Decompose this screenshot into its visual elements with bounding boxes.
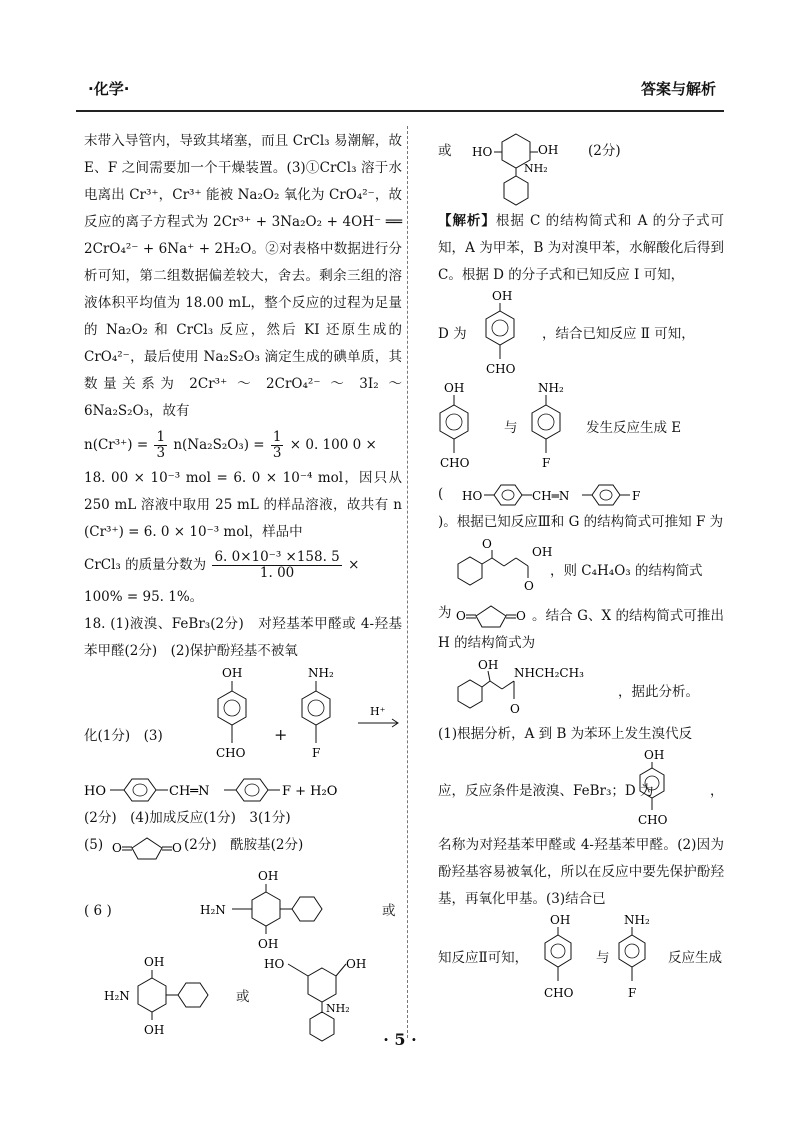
- paragraph-percent: 100% = 95. 1%。: [84, 589, 204, 605]
- structure-h: [444, 657, 604, 719]
- q18-part4: (5): [84, 837, 104, 853]
- r9-comma: ，: [710, 783, 724, 799]
- structure-succinic-anhydride: [112, 832, 182, 862]
- structure-f: [444, 536, 564, 598]
- structure-hydroxybenzaldehyde: [210, 665, 260, 773]
- analysis-paragraph-3: 。结合 G、X 的结构简式可推出 H 的结构简式为: [438, 608, 724, 651]
- structure-fluoroaniline-3: [616, 913, 662, 1009]
- label-o-left: O: [112, 841, 122, 855]
- header-subject: ·化学·: [88, 80, 130, 98]
- paren-open: (: [438, 486, 444, 502]
- fraction-one-third-2: [271, 430, 284, 461]
- eq2-text-b: ×: [348, 557, 360, 573]
- anhydride-line: [438, 600, 724, 630]
- label-oh: OH: [644, 748, 665, 762]
- q18-or-2: 或: [236, 989, 250, 1005]
- analysis-text-1: 根据 C 的结构简式和 A 的分子式可知，A 为甲苯，B 为对溴甲苯，水解酸化后得到 C。根据 D 的分子式和已知反应 Ⅰ 可知，: [438, 213, 725, 283]
- frac-den: 3: [156, 445, 166, 461]
- label-o: O: [482, 537, 492, 551]
- frac-num: 1: [156, 429, 166, 445]
- equation-mass-fraction: [84, 546, 402, 584]
- q18-part4b: (2分) 酰胺基(2分): [184, 837, 304, 853]
- r11-text-c: 反应生成: [668, 950, 722, 966]
- structure-6-d: [472, 128, 592, 208]
- label-nhch2ch3: NHCH₂CH₃: [514, 666, 584, 680]
- label-h2n: H₂N: [200, 903, 226, 917]
- label-f: F: [628, 986, 637, 1000]
- structure-d-4: [538, 913, 590, 1009]
- structure-d: [478, 289, 534, 381]
- fraction-one-third: [154, 430, 167, 461]
- analysis-paragraph-1: [438, 208, 724, 289]
- r5-text: ，则 C₄H₄O₃ 的结构简式: [550, 563, 703, 579]
- label-cho: CHO: [216, 746, 246, 760]
- label-ho: HO: [84, 784, 106, 799]
- structure-d-2: [438, 381, 494, 477]
- reaction-arrow: [356, 705, 402, 733]
- label-ch-n: CH═N: [169, 784, 210, 799]
- reaction-e-line: [438, 381, 724, 481]
- structure-d-3: [632, 748, 684, 832]
- r9-text: 应，反应条件是液溴、FeBr₃；D 为: [438, 783, 654, 799]
- analysis-label: 【解析】: [438, 213, 496, 229]
- label-ch-n: CH═N: [532, 489, 570, 503]
- eq-text-a: n(Cr³⁺) =: [84, 437, 149, 453]
- analysis-paragraph-4: (1)根据分析，A 到 B 为苯环上发生溴代反: [438, 726, 693, 742]
- label-oh: OH: [550, 913, 571, 927]
- label-cho: CHO: [638, 813, 668, 827]
- left-column: [84, 128, 402, 1044]
- label-oh: OH: [258, 869, 279, 883]
- label-oh: OH: [346, 957, 367, 971]
- label-ho: HO: [472, 145, 493, 159]
- r7-text: ，据此分析。: [618, 684, 699, 700]
- r0-or: 或: [438, 143, 452, 159]
- frac-den: 3: [272, 445, 282, 461]
- answer-6: [84, 868, 402, 954]
- label-nh2: NH₂: [326, 1002, 350, 1015]
- eq-text-c: × 0. 100 0 ×: [289, 437, 377, 453]
- reaction-3: [84, 665, 402, 775]
- structure-6-a: [200, 868, 330, 952]
- d-structure-line: [438, 289, 724, 381]
- label-o-right: O: [172, 841, 182, 855]
- h-structure-line: [438, 657, 724, 721]
- label-cho: CHO: [486, 362, 516, 376]
- right-column: [438, 128, 724, 1009]
- answer-6-last: [438, 128, 724, 208]
- structure-schiff-base-product: [84, 775, 402, 805]
- page-number: · 5 ·: [383, 1030, 417, 1049]
- label-o: O: [510, 702, 520, 716]
- r6-label: 为: [438, 605, 452, 621]
- label-oh: OH: [492, 289, 513, 303]
- label-oh: OH: [478, 658, 499, 672]
- header-rule: [76, 110, 724, 112]
- structure-fluoroaniline-2: [528, 381, 578, 477]
- analysis-paragraph-2: )。根据已知反应Ⅲ和 G 的结构简式可推知 F 为: [438, 514, 724, 530]
- label-oh: OH: [532, 545, 553, 559]
- label-f: F: [542, 456, 551, 470]
- label-ho: HO: [264, 957, 285, 971]
- q18-part2: 化(1分) (3): [84, 728, 163, 744]
- label-o-left: O: [456, 609, 466, 623]
- label-oh: OH: [444, 381, 465, 395]
- frac-num: 1: [272, 429, 282, 445]
- d-label: D 为: [438, 326, 467, 342]
- paragraph-moles-result: 18. 00 × 10⁻³ mol = 6. 0 × 10⁻⁴ mol，因只从 250 mL 溶液中取用 25 mL 的样品溶液，故共有 n (Cr³⁺) = 6. 0 × 10⁻³ mol，样品中: [84, 470, 402, 540]
- label-nh2: NH₂: [524, 162, 548, 175]
- label-f: F: [632, 489, 641, 503]
- r11-text-a: 知反应Ⅱ可知，: [438, 950, 529, 966]
- label-nh2: NH₂: [538, 381, 564, 395]
- label-nh2: NH₂: [308, 666, 334, 680]
- q18-part5: ( 6 ): [84, 903, 112, 919]
- e-structure-line: [438, 481, 724, 509]
- answer-5: [84, 832, 402, 862]
- label-h2n: H₂N: [104, 989, 130, 1003]
- label-cho: CHO: [544, 986, 574, 1000]
- q18-part1: 18. (1)液溴、FeBr₃(2分) 对羟基苯甲醛或 4-羟基苯甲醛(2分) (2)保护酚羟基不被氧: [84, 616, 402, 659]
- r0-score: (2分): [588, 143, 621, 159]
- structure-succinic-anhydride-2: [456, 600, 528, 630]
- final-reaction-line: [438, 913, 724, 1009]
- label-o-right: O: [516, 609, 526, 623]
- label-ho: HO: [462, 489, 483, 503]
- structure-e: [462, 481, 672, 509]
- q18-part3: (2分) (4)加成反应(1分) 3(1分): [84, 810, 291, 826]
- label-oh: OH: [222, 666, 243, 680]
- header-section-title: 答案与解析: [640, 80, 716, 98]
- label-f-plus-water: F + H₂O: [282, 784, 338, 799]
- q18-or: 或: [382, 903, 396, 919]
- frac-num: 6. 0×10⁻³ ×158. 5: [214, 549, 340, 565]
- structure-6-c: [264, 954, 384, 1042]
- paragraph-cr-analysis: 末带入导管内，导致其堵塞，而且 CrCl₃ 易潮解，故 E、F 之间需要加一个干燥装置。(3)①CrCl₃ 溶于水电离出 Cr³⁺，Cr³⁺ 能被 Na₂O₂ 氧化为 CrO₄²⁻，故反应的离子方程式为 2Cr³⁺ + 3Na₂O₂ + 4OH⁻ ══ 2CrO₄²⁻ + 6Na⁺ + 2H₂O。②对表格中数据进行分析可知，第二组数据偏差较大，舍去。剩余三组的溶液体积平均值为 18.00 mL，整个反应的过程为足量的 Na₂O₂ 和 CrCl₃ 反应，然后 KI 还原生成的 CrO₄²⁻，最后使用 Na₂S₂O₃ 滴定生成的碘单质，其数量关系为 2Cr³⁺ ～ 2CrO₄²⁻ ～ 3I₂ ～ 6Na₂S₂O₃，故有: [84, 133, 402, 419]
- r3-with: 与: [504, 420, 518, 436]
- analysis-paragraph-5: 名称为对羟基苯甲醛或 4-羟基苯甲醛。(2)因为酚羟基容易被氧化，所以在反应中要先保护酚羟基，再氧化甲基。(3)结合已: [438, 837, 724, 907]
- label-oh: OH: [538, 143, 559, 157]
- d-text: ，结合已知反应 Ⅱ 可知，: [542, 326, 695, 342]
- eq-text-b: n(Na₂S₂O₃) =: [173, 437, 265, 453]
- label-nh2: NH₂: [624, 913, 650, 927]
- column-separator: [407, 126, 408, 1038]
- frac-den: 1. 00: [259, 565, 295, 581]
- d-name-line: [438, 748, 724, 832]
- r3-text: 发生反应生成 E: [586, 420, 682, 436]
- f-structure-line: [438, 536, 724, 600]
- label-cho: CHO: [440, 456, 470, 470]
- label-oh: OH: [144, 955, 165, 969]
- label-hplus: H⁺: [370, 705, 386, 718]
- r11-with: 与: [596, 950, 610, 966]
- structure-fluoroaniline: [294, 665, 350, 773]
- eq2-text-a: CrCl₃ 的质量分数为: [84, 557, 207, 573]
- label-f: F: [312, 746, 321, 760]
- structure-6-b: [104, 954, 224, 1038]
- label-oh: OH: [258, 937, 279, 951]
- equation-moles: [84, 425, 402, 465]
- label-o: O: [524, 579, 534, 593]
- label-oh: OH: [144, 1023, 165, 1037]
- plus-sign: +: [274, 725, 288, 744]
- fraction-mass: [212, 550, 341, 581]
